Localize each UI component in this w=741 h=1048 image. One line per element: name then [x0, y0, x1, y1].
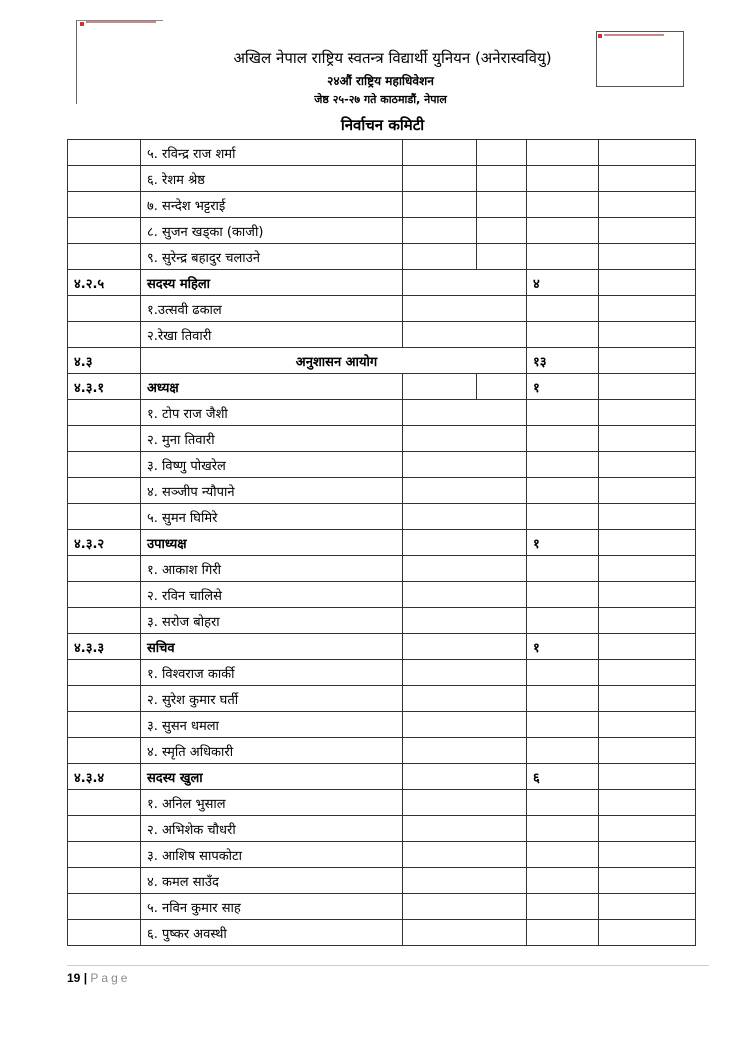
table-row: [68, 530, 696, 556]
convention-date-venue: जेष्ठ २५-२७ गते काठमाडौं, नेपाल: [314, 93, 447, 106]
section-number: ४.३.२: [68, 530, 141, 556]
table-row: [68, 660, 696, 686]
section-number: ४.३.४: [68, 764, 141, 790]
table-row: [68, 452, 696, 478]
member-name: ३. सुसन धमला: [141, 712, 403, 738]
table-row: [68, 192, 696, 218]
footer-divider: [67, 965, 709, 966]
member-name: ४. कमल साउँद: [141, 868, 403, 894]
section-number: ४.२.५: [68, 270, 141, 296]
position-title: अध्यक्ष: [141, 374, 403, 400]
table-row: [68, 764, 696, 790]
member-name: १. अनिल भुसाल: [141, 790, 403, 816]
table-row: [68, 556, 696, 582]
page-number: 19: [67, 971, 81, 985]
table-row: [68, 218, 696, 244]
table-row: [68, 322, 696, 348]
member-name: ५. नविन कुमार साह: [141, 894, 403, 920]
position-title: सदस्य महिला: [141, 270, 403, 296]
section-number: ४.३.३: [68, 634, 141, 660]
table-row: [68, 582, 696, 608]
member-name: ३. आशिष सापकोटा: [141, 842, 403, 868]
table-row: [68, 790, 696, 816]
table-row: [68, 504, 696, 530]
table-row: [68, 426, 696, 452]
table-row: [68, 634, 696, 660]
position-count: ६: [527, 764, 599, 790]
position-count: १: [527, 530, 599, 556]
position-count: १: [527, 374, 599, 400]
member-name: ५. सुमन घिमिरे: [141, 504, 403, 530]
table-row: [68, 270, 696, 296]
member-name: १. टोप राज जैशी: [141, 400, 403, 426]
member-name: ६. पुष्कर अवस्थी: [141, 920, 403, 946]
table-row: [68, 686, 696, 712]
table-row: [68, 712, 696, 738]
page-footer: [67, 971, 130, 985]
footer-separator: |: [83, 971, 88, 985]
org-name: अखिल नेपाल राष्ट्रिय स्वतन्त्र विद्यार्थी युनियन (अनेरास्ववियु): [233, 49, 552, 67]
member-name: २. सुरेश कुमार घर्ती: [141, 686, 403, 712]
table-row: [68, 140, 696, 166]
member-name: ७. सन्देश भट्टराई: [141, 192, 403, 218]
member-name: ८. सुजन खड्का (काजी): [141, 218, 403, 244]
table-row: [68, 920, 696, 946]
table-row: [68, 608, 696, 634]
position-count: १३: [527, 348, 599, 374]
position-title: उपाध्यक्ष: [141, 530, 403, 556]
member-name: ४. स्मृति अधिकारी: [141, 738, 403, 764]
section-title: निर्वाचन कमिटी: [340, 116, 425, 134]
member-name: ९. सुरेन्द्र बहादुर चलाउने: [141, 244, 403, 270]
member-name: ३. विष्णु पोखरेल: [141, 452, 403, 478]
member-name: ५. रविन्द्र राज शर्मा: [141, 140, 403, 166]
position-count: १: [527, 634, 599, 660]
position-title: सदस्य खुला: [141, 764, 403, 790]
member-name: १.उत्सवी ढकाल: [141, 296, 403, 322]
member-name: २. रविन चालिसे: [141, 582, 403, 608]
table-row: [68, 296, 696, 322]
member-name: १. विश्वराज कार्की: [141, 660, 403, 686]
table-row: [68, 374, 696, 400]
table-row: [68, 348, 696, 374]
member-name: २. मुना तिवारी: [141, 426, 403, 452]
table-row: [68, 478, 696, 504]
member-name: ३. सरोज बोहरा: [141, 608, 403, 634]
member-name: १. आकाश गिरी: [141, 556, 403, 582]
table-row: [68, 400, 696, 426]
table-row: [68, 244, 696, 270]
member-name: ४. सञ्जीप न्यौपाने: [141, 478, 403, 504]
table-row: [68, 842, 696, 868]
table-row: [68, 816, 696, 842]
position-title: सचिव: [141, 634, 403, 660]
section-number: ४.३.१: [68, 374, 141, 400]
table-row: [68, 166, 696, 192]
table-row: [68, 894, 696, 920]
table-row: [68, 868, 696, 894]
member-name: २.रेखा तिवारी: [141, 322, 403, 348]
member-name: ६. रेशम श्रेष्ठ: [141, 166, 403, 192]
table-row: [68, 738, 696, 764]
committee-table: [67, 139, 696, 946]
commission-title: अनुशासन आयोग: [141, 348, 527, 374]
page-word: Page: [90, 971, 131, 985]
section-number: ४.३: [68, 348, 141, 374]
position-count: ४: [527, 270, 599, 296]
convention-title: २४औं राष्ट्रिय महाधिवेशन: [327, 74, 434, 88]
member-name: २. अभिशेक चौधरी: [141, 816, 403, 842]
